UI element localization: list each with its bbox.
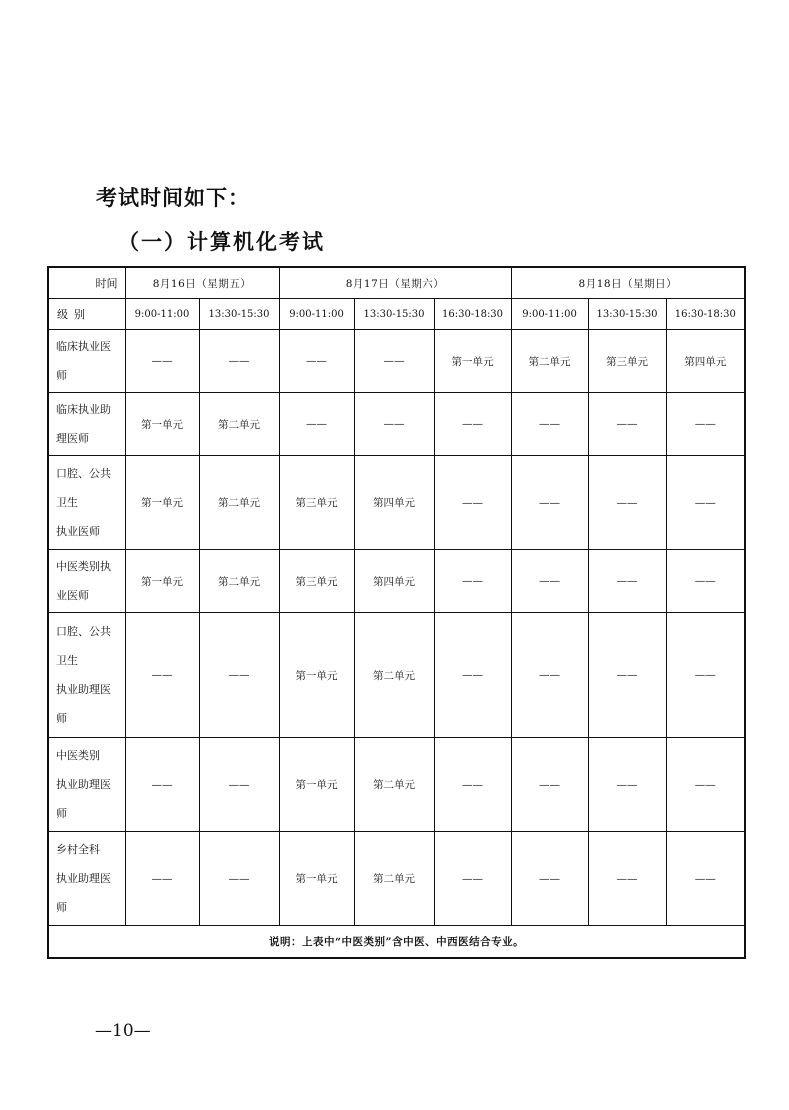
schedule-cell: —— (434, 613, 511, 738)
time-slot-header: 16:30-18:30 (434, 299, 511, 330)
schedule-cell: —— (511, 832, 588, 926)
note-row (48, 926, 745, 959)
schedule-cell: 第二单元 (354, 738, 434, 832)
schedule-cell: 第二单元 (354, 613, 434, 738)
schedule-cell: —— (434, 832, 511, 926)
category-line: 业医师 (56, 589, 89, 602)
schedule-cell: —— (125, 613, 199, 738)
exam-category (48, 738, 125, 832)
level-label: 级别 (48, 299, 125, 330)
schedule-cell: —— (666, 456, 745, 550)
exam-category (48, 330, 125, 393)
date-header-row (48, 267, 745, 299)
schedule-cell: —— (279, 330, 354, 393)
schedule-cell: —— (588, 550, 666, 613)
table-row (48, 738, 745, 832)
schedule-cell: —— (125, 832, 199, 926)
schedule-cell: —— (511, 456, 588, 550)
category-line: 执业医师 (56, 525, 100, 538)
table-row (48, 456, 745, 550)
schedule-cell: —— (125, 330, 199, 393)
category-line: 师 (56, 901, 67, 914)
schedule-cell: 第一单元 (279, 832, 354, 926)
time-slot-header: 13:30-15:30 (199, 299, 279, 330)
day-header: 8月18日（星期日） (511, 267, 745, 299)
schedule-cell: —— (666, 613, 745, 738)
category-line: 执业助理医 (56, 872, 111, 885)
category-line: 执业助理医 (56, 683, 111, 696)
schedule-cell: —— (199, 330, 279, 393)
category-line: 临床执业医 (56, 340, 111, 353)
slot-header-row (48, 299, 745, 330)
table-note: 说明：上表中“中医类别”含中医、中西医结合专业。 (48, 926, 745, 959)
schedule-cell: 第一单元 (125, 456, 199, 550)
schedule-cell: —— (588, 738, 666, 832)
exam-category (48, 456, 125, 550)
schedule-cell: 第一单元 (125, 550, 199, 613)
time-slot-header: 16:30-18:30 (666, 299, 745, 330)
schedule-cell: 第二单元 (199, 550, 279, 613)
schedule-cell: —— (511, 613, 588, 738)
schedule-cell: 第三单元 (588, 330, 666, 393)
schedule-cell: —— (199, 738, 279, 832)
schedule-cell: —— (588, 393, 666, 456)
section-title: （一）计算机化考试 (118, 230, 325, 254)
category-line: 卫生 (56, 496, 78, 509)
time-slot-header: 13:30-15:30 (354, 299, 434, 330)
schedule-cell: 第二单元 (511, 330, 588, 393)
schedule-cell: —— (666, 738, 745, 832)
schedule-cell: 第四单元 (354, 550, 434, 613)
schedule-cell: —— (666, 550, 745, 613)
schedule-cell: —— (511, 550, 588, 613)
schedule-cell: 第三单元 (279, 550, 354, 613)
schedule-cell: 第一单元 (279, 613, 354, 738)
schedule-cell: —— (588, 613, 666, 738)
schedule-cell: —— (588, 456, 666, 550)
schedule-cell: —— (434, 393, 511, 456)
schedule-cell: —— (511, 738, 588, 832)
schedule-cell: 第一单元 (125, 393, 199, 456)
exam-category (48, 613, 125, 738)
schedule-cell: —— (666, 393, 745, 456)
schedule-cell: 第四单元 (354, 456, 434, 550)
schedule-cell: 第一单元 (279, 738, 354, 832)
category-line: 理医师 (56, 432, 89, 445)
schedule-cell: —— (279, 393, 354, 456)
schedule-cell: —— (588, 832, 666, 926)
time-slot-header: 13:30-15:30 (588, 299, 666, 330)
table-row (48, 613, 745, 738)
exam-category (48, 393, 125, 456)
category-line: 卫生 (56, 654, 78, 667)
schedule-cell: —— (666, 832, 745, 926)
table-row (48, 832, 745, 926)
category-line: 乡村全科 (56, 843, 100, 856)
table-row (48, 393, 745, 456)
category-line: 临床执业助 (56, 403, 111, 416)
schedule-cell: —— (434, 550, 511, 613)
schedule-cell: 第四单元 (666, 330, 745, 393)
schedule-cell: —— (511, 393, 588, 456)
time-slot-header: 9:00-11:00 (125, 299, 199, 330)
schedule-cell: —— (199, 832, 279, 926)
exam-category (48, 832, 125, 926)
schedule-cell: 第二单元 (199, 456, 279, 550)
time-slot-header: 9:00-11:00 (511, 299, 588, 330)
table-row (48, 330, 745, 393)
schedule-cell: —— (199, 613, 279, 738)
time-label: 时间 (48, 267, 125, 299)
exam-category (48, 550, 125, 613)
schedule-cell: —— (434, 456, 511, 550)
page-number: —10— (95, 1021, 151, 1041)
category-line: 师 (56, 369, 67, 382)
category-line: 中医类别执 (56, 560, 111, 573)
day-header: 8月16日（星期五） (125, 267, 279, 299)
schedule-cell: 第二单元 (199, 393, 279, 456)
time-slot-header: 9:00-11:00 (279, 299, 354, 330)
category-line: 师 (56, 807, 67, 820)
schedule-cell: —— (434, 738, 511, 832)
category-line: 中医类别 (56, 749, 100, 762)
table-row (48, 550, 745, 613)
category-line: 执业助理医 (56, 778, 111, 791)
exam-schedule-table (47, 266, 746, 959)
schedule-cell: 第三单元 (279, 456, 354, 550)
schedule-cell: —— (125, 738, 199, 832)
category-line: 师 (56, 712, 67, 725)
schedule-cell: 第二单元 (354, 832, 434, 926)
category-line: 口腔、公共 (56, 467, 111, 480)
schedule-cell: —— (354, 330, 434, 393)
schedule-cell: 第一单元 (434, 330, 511, 393)
exam-time-heading: 考试时间如下： (96, 186, 250, 210)
category-line: 口腔、公共 (56, 625, 111, 638)
day-header: 8月17日（星期六） (279, 267, 511, 299)
schedule-cell: —— (354, 393, 434, 456)
